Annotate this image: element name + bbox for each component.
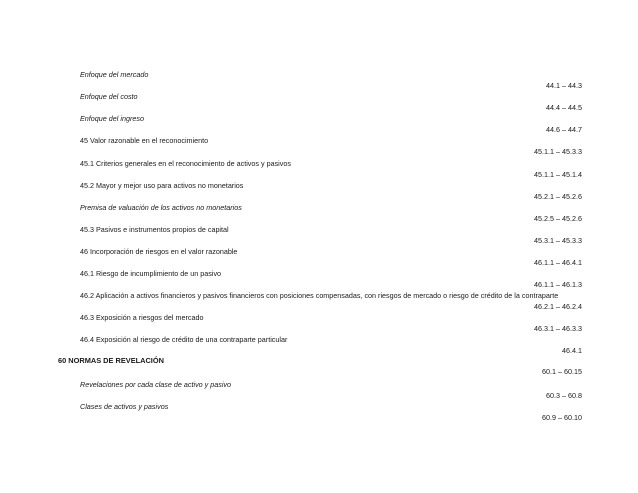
entry-paragraph-ref: 46.1.1 – 46.4.1 <box>534 257 582 267</box>
entry-label: 60 NORMAS DE REVELACIÓN <box>58 356 164 365</box>
entry-label: 45.1 Criterios generales en el reconocimiento de activos y pasivos <box>80 159 291 168</box>
index-entry-45-3 <box>0 225 638 247</box>
index-entry-enfoque-costo <box>0 92 638 114</box>
entry-label: 46 Incorporación de riesgos en el valor razonable <box>80 247 238 256</box>
entry-paragraph-ref: 44.1 – 44.3 <box>546 80 582 90</box>
entry-label: Enfoque del mercado <box>80 70 149 79</box>
index-entry-46-2 <box>0 291 638 313</box>
entry-label: Premisa de valuación de los activos no monetarios <box>80 203 242 212</box>
entry-paragraph-ref: 45.1.1 – 45.1.4 <box>534 169 582 179</box>
entry-label: 45 Valor razonable en el reconocimiento <box>80 136 209 145</box>
index-entry-46 <box>0 247 638 269</box>
entry-label: Revelaciones por cada clase de activo y pasivo <box>80 380 232 389</box>
entry-paragraph-ref: 44.6 – 44.7 <box>546 124 582 134</box>
entry-label: 46.4 Exposición al riesgo de crédito de una contraparte particular <box>80 335 288 344</box>
entry-paragraph-ref: 60.1 – 60.15 <box>542 366 582 376</box>
index-entry-45 <box>0 136 638 158</box>
index-entry-46-1 <box>0 269 638 291</box>
entry-label: 45.2 Mayor y mejor uso para activos no monetarios <box>80 181 244 190</box>
index-entry-premisa-valuacion <box>0 203 638 225</box>
entry-paragraph-ref: 46.4.1 <box>562 345 582 355</box>
entry-paragraph-ref: 46.3.1 – 46.3.3 <box>534 323 582 333</box>
index-entry-clases-activos <box>0 402 638 424</box>
entry-label: 45.3 Pasivos e instrumentos propios de capital <box>80 225 229 234</box>
entry-paragraph-ref: 46.2.1 – 46.2.4 <box>534 301 582 311</box>
entry-paragraph-ref: 44.4 – 44.5 <box>546 102 582 112</box>
entry-label: 46.2 Aplicación a activos financieros y pasivos financieros con posiciones compensadas, con riesgos de mercado o riesgo de crédito de la contraparte <box>80 291 559 300</box>
index-entry-45-2 <box>0 181 638 203</box>
entry-paragraph-ref: 45.2.1 – 45.2.6 <box>534 191 582 201</box>
entry-label: Enfoque del costo <box>80 92 138 101</box>
index-entry-46-4 <box>0 335 638 357</box>
index-entry-enfoque-ingreso <box>0 114 638 136</box>
entry-label: 46.1 Riesgo de incumplimiento de un pasivo <box>80 269 222 278</box>
index-entry-enfoque-mercado <box>0 70 638 92</box>
index-entry-45-1 <box>0 159 638 181</box>
index-entry-revelaciones-clase <box>0 380 638 402</box>
entry-paragraph-ref: 45.3.1 – 45.3.3 <box>534 235 582 245</box>
entry-label: Clases de activos y pasivos <box>80 402 169 411</box>
entry-label: Enfoque del ingreso <box>80 114 144 123</box>
entry-label: 46.3 Exposición a riesgos del mercado <box>80 313 204 322</box>
entry-paragraph-ref: 60.9 – 60.10 <box>542 412 582 422</box>
entry-paragraph-ref: 60.3 – 60.8 <box>546 390 582 400</box>
entry-paragraph-ref: 45.2.5 – 45.2.6 <box>534 213 582 223</box>
entry-paragraph-ref: 46.1.1 – 46.1.3 <box>534 279 582 289</box>
entry-paragraph-ref: 45.1.1 – 45.3.3 <box>534 146 582 156</box>
index-entry-46-3 <box>0 313 638 335</box>
index-entry-60 <box>0 356 638 378</box>
